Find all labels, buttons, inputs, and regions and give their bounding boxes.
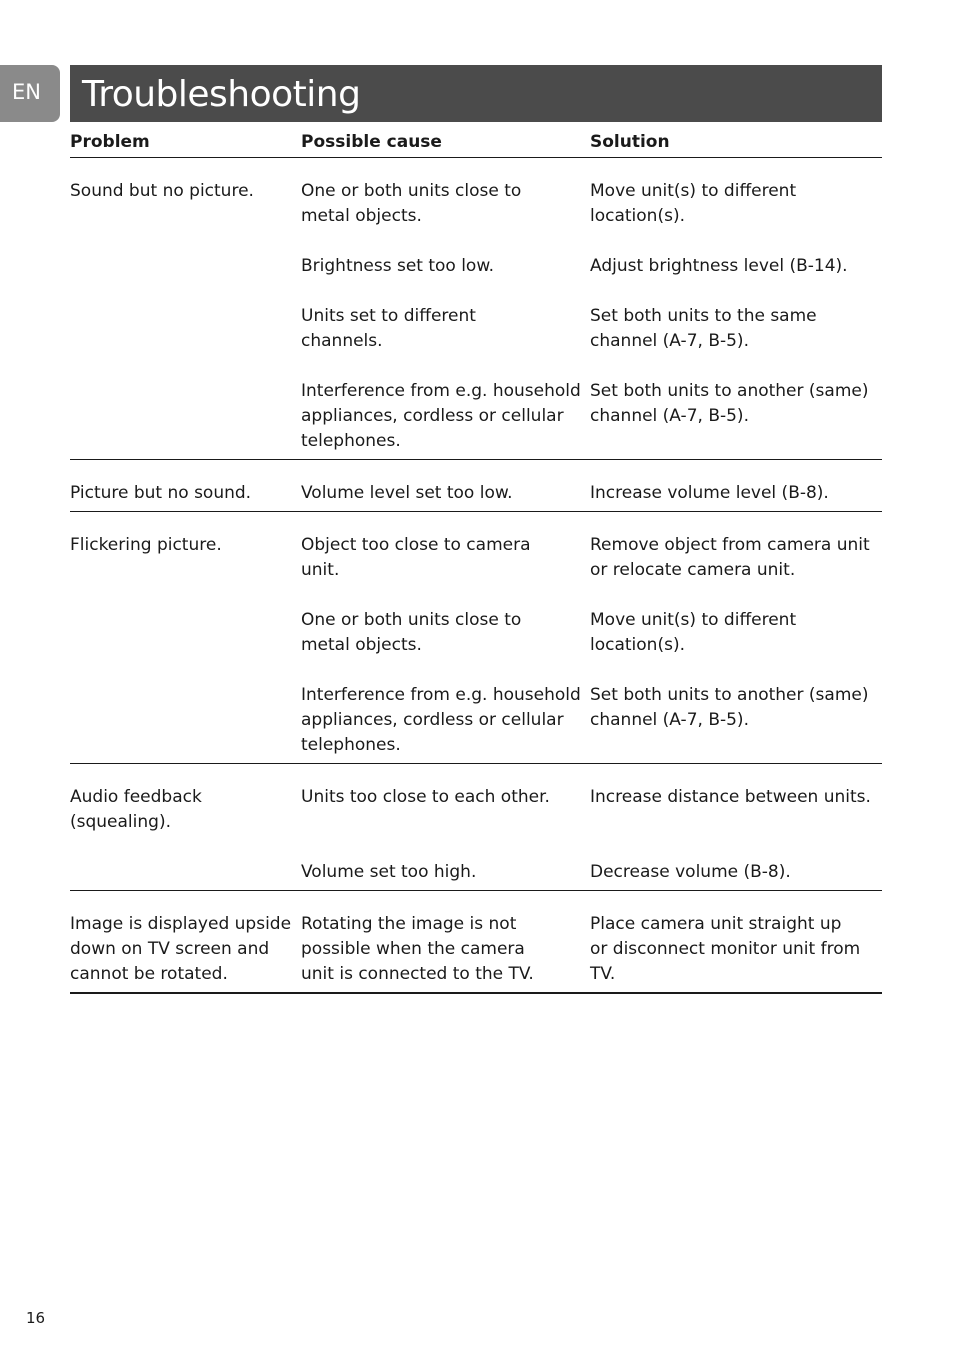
problem-cell: Image is displayed upside down on TV screen and cannot be rotated. [70,914,292,984]
solution-cell: Place camera unit straight up or disconnect monitor unit from TV. [590,914,861,984]
table-row [70,533,882,583]
table-row [70,683,882,758]
solution-cell: Set both units to another (same) channel (A-7, B-5). [590,381,869,426]
cause-cell: One or both units close to metal objects. [301,610,522,655]
problem-group [70,158,882,460]
cause-cell: Brightness set too low. [301,256,495,276]
table-body [70,158,882,994]
problem-group [70,764,882,891]
cause-cell: Volume level set too low. [301,483,513,503]
problem-cell: Audio feedback (squealing). [70,787,202,832]
table-row [70,179,882,229]
page-number: 16 [26,1309,46,1327]
solution-cell: Remove object from camera unit or relocate camera unit. [590,535,870,580]
cause-cell: Object too close to camera unit. [301,535,531,580]
solution-cell: Move unit(s) to different location(s). [590,610,797,655]
table-row [70,608,882,658]
cause-cell: Volume set too high. [301,862,477,882]
table-row [70,254,882,279]
table-row [70,912,882,987]
problem-cell: Sound but no picture. [70,181,254,201]
troubleshooting-table [70,122,882,994]
table-row [70,785,882,835]
header-cause: Possible cause [301,132,442,152]
problem-group [70,512,882,764]
solution-cell: Decrease volume (B-8). [590,862,791,882]
table-row [70,481,882,506]
solution-cell: Increase volume level (B-8). [590,483,829,503]
solution-cell: Adjust brightness level (B-14). [590,256,848,276]
problem-cell: Flickering picture. [70,535,222,555]
table-row [70,304,882,354]
cause-cell: Units too close to each other. [301,787,550,807]
header-solution: Solution [590,132,670,152]
solution-cell: Set both units to the same channel (A-7, B-5). [590,306,817,351]
solution-cell: Increase distance between units. [590,787,871,807]
problem-cell: Picture but no sound. [70,483,252,503]
language-tab: EN [0,65,60,122]
solution-cell: Set both units to another (same) channel (A-7, B-5). [590,685,869,730]
header-problem: Problem [70,132,150,152]
cause-cell: Units set to different channels. [301,306,476,351]
table-row [70,860,882,885]
cause-cell: Interference from e.g. household appliances, cordless or cellular telephones. [301,685,581,755]
page-title: Troubleshooting [70,65,882,122]
cause-cell: Rotating the image is not possible when the camera unit is connected to the TV. [301,914,534,984]
table-row [70,379,882,454]
problem-group [70,460,882,512]
solution-cell: Move unit(s) to different location(s). [590,181,797,226]
problem-group [70,891,882,994]
cause-cell: One or both units close to metal objects. [301,181,522,226]
table-header [70,122,882,158]
cause-cell: Interference from e.g. household appliances, cordless or cellular telephones. [301,381,581,451]
